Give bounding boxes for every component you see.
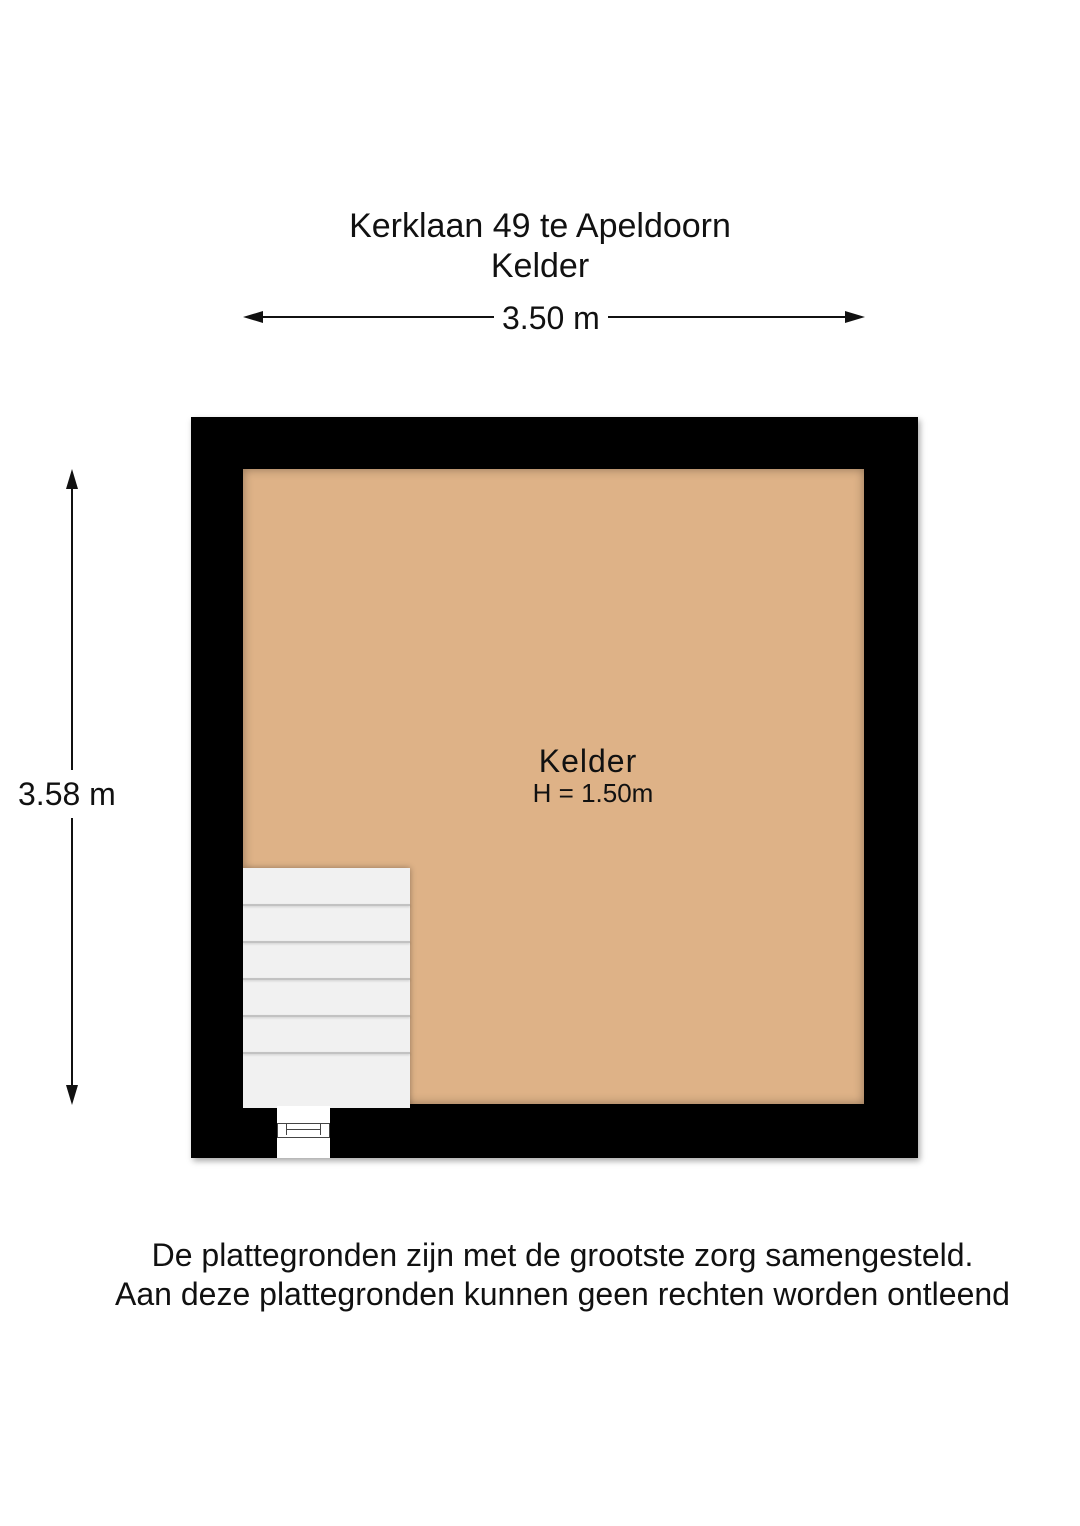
stair-step <box>243 1052 410 1054</box>
depth-dimension-label: 3.58 m <box>14 770 120 818</box>
stair-step <box>243 904 410 906</box>
door-icon <box>277 1123 330 1138</box>
depth-arrow-top-icon <box>66 469 78 489</box>
disclaimer-line-1: De plattegronden zijn met de grootste zorg samengesteld. <box>151 1237 974 1273</box>
room-height-label: H = 1.50m <box>532 778 654 808</box>
plan-address-title: Kerklaan 49 te Apeldoorn <box>349 207 731 245</box>
stair-step <box>243 1015 410 1017</box>
staircase-icon <box>243 868 410 1108</box>
disclaimer-line-2: Aan deze plattegronden kunnen geen rechten worden ontleend <box>115 1276 1010 1312</box>
width-arrow-right-icon <box>845 311 865 323</box>
room-name-label: Kelder <box>538 743 638 779</box>
door-opening <box>277 1106 330 1158</box>
stair-step <box>243 941 410 943</box>
width-arrow-left-icon <box>243 311 263 323</box>
plan-floor-title: Kelder <box>490 247 590 285</box>
stair-step <box>243 978 410 980</box>
depth-arrow-bottom-icon <box>66 1085 78 1105</box>
width-dimension-label: 3.50 m <box>494 300 608 336</box>
